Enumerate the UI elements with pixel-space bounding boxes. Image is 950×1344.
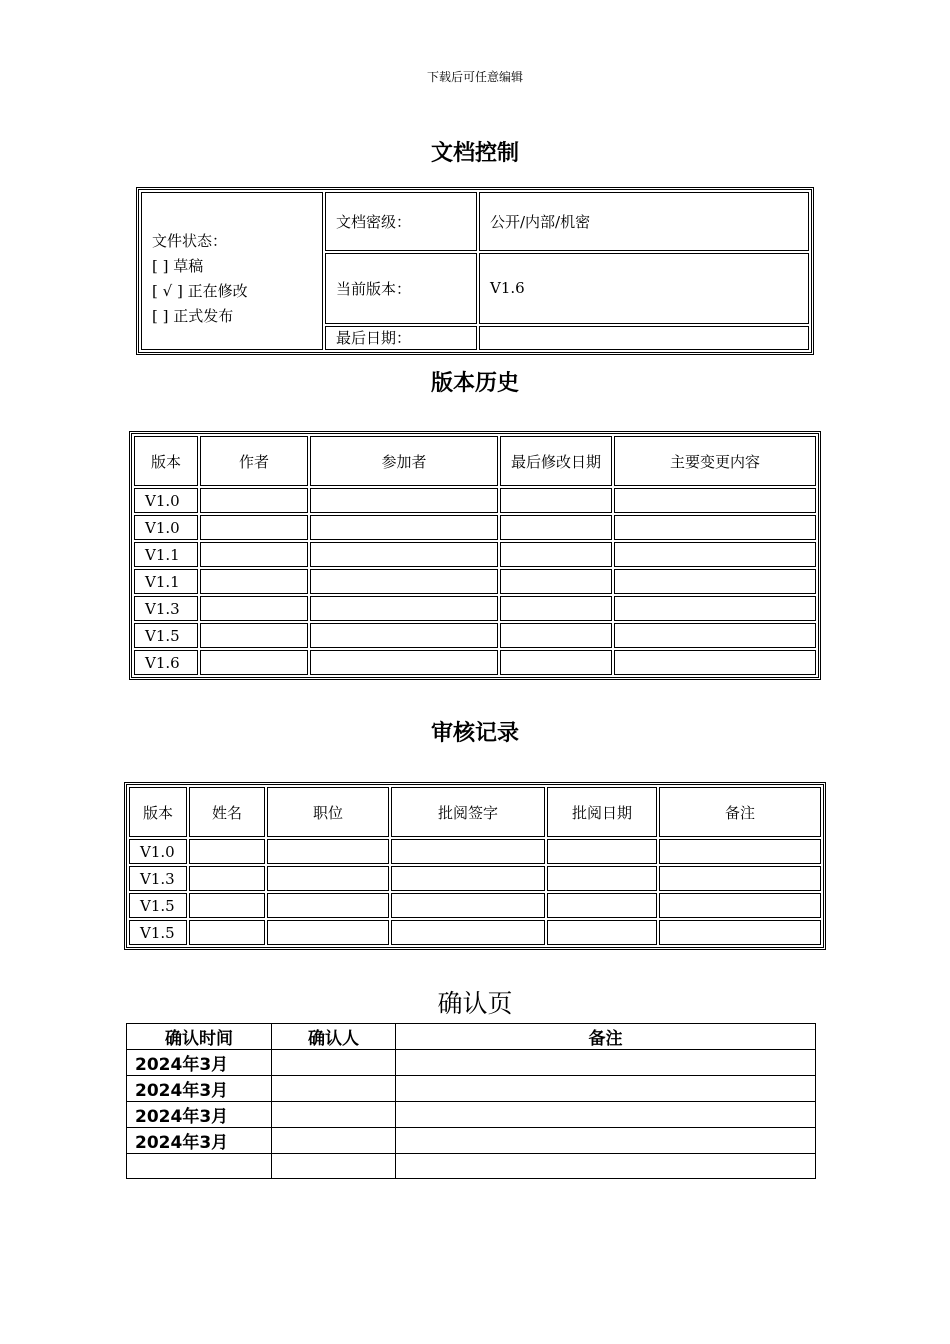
column-header: 批阅签字 [391,787,545,837]
column-header: 主要变更内容 [614,436,816,486]
status-option-released: [ ] 正式发布 [152,307,234,325]
table-row [134,515,816,540]
table-row [127,1128,816,1154]
version-cell: V1.5 [129,893,187,918]
review-table [124,782,826,950]
column-header: 批阅日期 [547,787,657,837]
file-status-label: 文件状态： [152,232,228,250]
column-header: 备注 [659,787,821,837]
column-header: 确认时间 [127,1024,272,1050]
version-cell: V1.0 [134,515,198,540]
column-header: 参加者 [310,436,498,486]
table-row [129,866,821,891]
confirm-table [126,1023,816,1179]
table-row [129,839,821,864]
version-cell: V1.6 [134,650,198,675]
status-option-draft: [ ] 草稿 [152,257,204,275]
version-cell: V1.3 [134,596,198,621]
column-header: 确认人 [272,1024,396,1050]
table-row [127,1050,816,1076]
confirm-date-cell: 2024年3月 [127,1102,272,1128]
table-row [134,596,816,621]
table-row [129,893,821,918]
version-value: V1.6 [479,253,809,324]
confirm-heading: 确认页 [437,989,513,1018]
version-cell: V1.0 [134,488,198,513]
confirm-date-cell [127,1154,272,1179]
table-row [134,650,816,675]
column-header: 版本 [129,787,187,837]
version-label: 当前版本： [325,253,477,324]
table-row [134,569,816,594]
table-row [129,920,821,945]
table-row [127,1154,816,1179]
column-header: 作者 [200,436,308,486]
file-status-cell [141,192,323,350]
table-row [127,1076,816,1102]
version-cell: V1.1 [134,569,198,594]
table-row [134,623,816,648]
version-history-heading: 版本历史 [430,371,519,396]
column-header: 职位 [267,787,389,837]
confirm-date-cell: 2024年3月 [127,1128,272,1154]
table-row [127,1102,816,1128]
column-header: 姓名 [189,787,265,837]
status-option-editing: [ √ ] 正在修改 [152,282,248,300]
review-heading: 审核记录 [430,721,519,746]
column-header: 最后修改日期 [500,436,612,486]
security-label: 文档密级： [325,192,477,251]
date-value [479,326,809,350]
security-value: 公开/内部/机密 [479,192,809,251]
table-row [134,542,816,567]
version-cell: V1.0 [129,839,187,864]
version-cell: V1.1 [134,542,198,567]
version-cell: V1.3 [129,866,187,891]
version-history-table [129,431,821,680]
header-note: 下载后可任意编辑 [426,70,523,84]
version-cell: V1.5 [129,920,187,945]
doc-control-heading: 文档控制 [430,141,519,166]
confirm-date-cell: 2024年3月 [127,1050,272,1076]
confirm-date-cell: 2024年3月 [127,1076,272,1102]
doc-control-table [136,187,814,355]
date-label: 最后日期： [325,326,477,350]
table-row [134,488,816,513]
column-header: 版本 [134,436,198,486]
version-cell: V1.5 [134,623,198,648]
column-header: 备注 [396,1024,816,1050]
